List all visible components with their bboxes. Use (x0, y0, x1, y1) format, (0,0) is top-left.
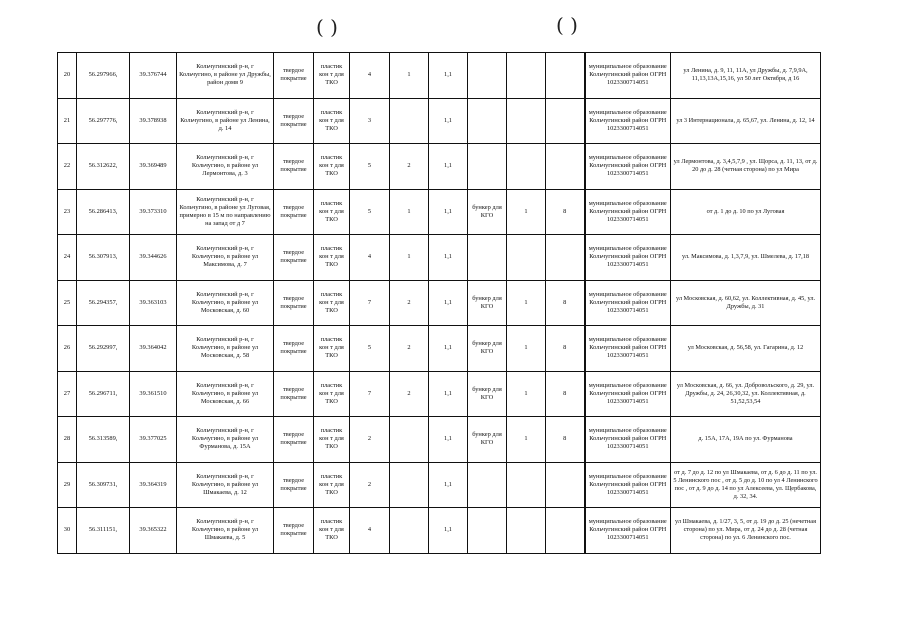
container-count-cell: 2 (350, 462, 390, 508)
container-type-cell: пластик кон т для ТКО (314, 53, 350, 99)
served-addresses-cell: ул Московская, д. 60,62, ул. Коллективная, д. 45, ул. Дружбы, д. 31 (671, 280, 821, 326)
table-row (58, 144, 821, 190)
bunker-type-cell (468, 98, 507, 144)
bunker-count-cell: 1 (507, 417, 546, 463)
extra-count-cell: 1 (390, 53, 429, 99)
longitude-cell: 39.361510 (130, 371, 177, 417)
volume-cell: 1,1 (429, 53, 468, 99)
served-addresses-cell: ул. Максимова, д. 1,3,7,9, ул. Шмелева, д. 17,18 (671, 235, 821, 281)
container-count-cell: 5 (350, 144, 390, 190)
row-number-cell: 30 (58, 508, 77, 554)
surface-cell: твердое покрытие (274, 189, 314, 235)
longitude-cell: 39.373310 (130, 189, 177, 235)
container-type-cell: пластик кон т для ТКО (314, 144, 350, 190)
row-number-cell: 20 (58, 53, 77, 99)
table-row (58, 98, 821, 144)
table-row (58, 417, 821, 463)
location-cell: Кольчугинский р-н, г Кольчугино, в районе ул Ленина, д. 14 (177, 98, 274, 144)
bunker-type-cell (468, 235, 507, 281)
location-cell: Кольчугинский р-н, г Кольчугино, в районе ул Лермонтова, д. 3 (177, 144, 274, 190)
page-mark-left: ( ) (316, 15, 338, 39)
row-number-cell: 29 (58, 462, 77, 508)
latitude-cell: 56.313589, (77, 417, 130, 463)
container-type-cell: пластик кон т для ТКО (314, 508, 350, 554)
bunker-type-cell: бункер для КГО (468, 371, 507, 417)
surface-cell: твердое покрытие (274, 508, 314, 554)
volume-cell: 1,1 (429, 98, 468, 144)
bunker-count-cell: 1 (507, 280, 546, 326)
container-count-cell: 5 (350, 326, 390, 372)
bunker-volume-cell: 8 (546, 326, 585, 372)
longitude-cell: 39.344626 (130, 235, 177, 281)
latitude-cell: 56.297776, (77, 98, 130, 144)
row-number-cell: 21 (58, 98, 77, 144)
location-cell: Кольчугинский р-н, г Кольчугино, в районе ул Дружбы, район домв 9 (177, 53, 274, 99)
owner-cell: муниципальное образование Кольчугинский район ОГРН 1023300714051 (585, 53, 671, 99)
table-row (58, 53, 821, 99)
volume-cell: 1,1 (429, 462, 468, 508)
table-row (58, 508, 821, 554)
extra-count-cell: 2 (390, 280, 429, 326)
location-cell: Кольчугинский р-н, г Кольчугино, в районе ул Фурманова, д. 15А (177, 417, 274, 463)
served-addresses-cell: ул Московская, д. 56,58, ул. Гагарина, д. 12 (671, 326, 821, 372)
owner-cell: муниципальное образование Кольчугинский район ОГРН 1023300714051 (585, 280, 671, 326)
bunker-volume-cell: 8 (546, 280, 585, 326)
location-cell: Кольчугинский р-н, г Кольчугино, в районе ул Максимова, д. 7 (177, 235, 274, 281)
served-addresses-cell: ул Московская, д. 66, ул. Добровольского, д. 29, ул. Дружбы, д. 24, 26,30,32, ул. Коллективная, д. 51,52,53,54 (671, 371, 821, 417)
latitude-cell: 56.292997, (77, 326, 130, 372)
container-type-cell: пластик кон т для ТКО (314, 280, 350, 326)
surface-cell: твердое покрытие (274, 326, 314, 372)
served-addresses-cell: от д. 7 до д. 12 по ул Шмакаева, от д. 6 до д. 11 по ул. 5 Ленинского пос , от д. 5 до д. 10 по ул 4 Ленинского пос , от д. 9 до д. 14 по ул Алексеева, ул. Щербакова, д. 32, 34. (671, 462, 821, 508)
bunker-volume-cell (546, 98, 585, 144)
bunker-type-cell (468, 462, 507, 508)
owner-cell: муниципальное образование Кольчугинский район ОГРН 1023300714051 (585, 189, 671, 235)
bunker-count-cell (507, 508, 546, 554)
surface-cell: твердое покрытие (274, 144, 314, 190)
container-type-cell: пластик кон т для ТКО (314, 98, 350, 144)
bunker-count-cell (507, 235, 546, 281)
bunker-volume-cell: 8 (546, 371, 585, 417)
bunker-volume-cell (546, 462, 585, 508)
location-cell: Кольчугинский р-н, г Кольчугино, в районе ул Шмакаева, д. 5 (177, 508, 274, 554)
owner-cell: муниципальное образование Кольчугинский район ОГРН 1023300714051 (585, 417, 671, 463)
bunker-count-cell (507, 98, 546, 144)
container-count-cell: 7 (350, 371, 390, 417)
volume-cell: 1,1 (429, 326, 468, 372)
longitude-cell: 39.376744 (130, 53, 177, 99)
location-cell: Кольчугинский р-н, г Кольчугино, в районе ул Луговая, примерно в 15 м по направлению на запад от д 7 (177, 189, 274, 235)
served-addresses-cell: ул Лермонтова, д. 3,4,5,7,9 , ул. Щорса, д. 11, 13, от д. 20 до д. 28 (четная сторона) по ул Мира (671, 144, 821, 190)
row-number-cell: 25 (58, 280, 77, 326)
container-type-cell: пластик кон т для ТКО (314, 417, 350, 463)
bunker-count-cell (507, 462, 546, 508)
latitude-cell: 56.294357, (77, 280, 130, 326)
surface-cell: твердое покрытие (274, 235, 314, 281)
extra-count-cell: 1 (390, 189, 429, 235)
container-count-cell: 4 (350, 53, 390, 99)
longitude-cell: 39.364319 (130, 462, 177, 508)
served-addresses-cell: ул Шмакаева, д. 1/27, 3, 5, от д. 19 до д. 25 (нечетная сторона) по ул. Мира, от д. 24 до д. 28 (четная сторона) по ул. 6 Ленинского пос. (671, 508, 821, 554)
latitude-cell: 56.309731, (77, 462, 130, 508)
location-cell: Кольчугинский р-н, г Кольчугино, в районе ул Шмакаева, д. 12 (177, 462, 274, 508)
longitude-cell: 39.363103 (130, 280, 177, 326)
bunker-volume-cell (546, 53, 585, 99)
surface-cell: твердое покрытие (274, 53, 314, 99)
bunker-count-cell (507, 53, 546, 99)
container-count-cell: 4 (350, 235, 390, 281)
extra-count-cell (390, 98, 429, 144)
extra-count-cell (390, 508, 429, 554)
longitude-cell: 39.378938 (130, 98, 177, 144)
row-number-cell: 23 (58, 189, 77, 235)
bunker-volume-cell: 8 (546, 189, 585, 235)
latitude-cell: 56.312622, (77, 144, 130, 190)
volume-cell: 1,1 (429, 417, 468, 463)
table-row (58, 462, 821, 508)
extra-count-cell (390, 462, 429, 508)
row-number-cell: 22 (58, 144, 77, 190)
bunker-type-cell (468, 144, 507, 190)
owner-cell: муниципальное образование Кольчугинский район ОГРН 1023300714051 (585, 326, 671, 372)
owner-cell: муниципальное образование Кольчугинский район ОГРН 1023300714051 (585, 371, 671, 417)
bunker-type-cell: бункер для КГО (468, 189, 507, 235)
served-addresses-cell: д. 15А, 17А, 19А по ул. Фурманова (671, 417, 821, 463)
owner-cell: муниципальное образование Кольчугинский район ОГРН 1023300714051 (585, 508, 671, 554)
surface-cell: твердое покрытие (274, 98, 314, 144)
bunker-volume-cell (546, 508, 585, 554)
volume-cell: 1,1 (429, 280, 468, 326)
latitude-cell: 56.296711, (77, 371, 130, 417)
volume-cell: 1,1 (429, 189, 468, 235)
bunker-volume-cell (546, 144, 585, 190)
table-row (58, 189, 821, 235)
served-addresses-cell: ул Ленина, д. 9, 11, 11А, ул Дружбы, д. 7,9,9А, 11,13,13А,15,16, ул 50 лет Октября, д 16 (671, 53, 821, 99)
bunker-type-cell: бункер для КГО (468, 417, 507, 463)
table-row (58, 371, 821, 417)
row-number-cell: 24 (58, 235, 77, 281)
container-type-cell: пластик кон т для ТКО (314, 235, 350, 281)
container-type-cell: пластик кон т для ТКО (314, 189, 350, 235)
bunker-type-cell: бункер для КГО (468, 326, 507, 372)
owner-cell: муниципальное образование Кольчугинский район ОГРН 1023300714051 (585, 462, 671, 508)
extra-count-cell: 1 (390, 235, 429, 281)
bunker-type-cell: бункер для КГО (468, 280, 507, 326)
latitude-cell: 56.297966, (77, 53, 130, 99)
location-cell: Кольчугинский р-н, г Кольчугино, в районе ул Московская, д. 60 (177, 280, 274, 326)
container-sites-table (57, 52, 821, 554)
longitude-cell: 39.377025 (130, 417, 177, 463)
surface-cell: твердое покрытие (274, 462, 314, 508)
extra-count-cell: 2 (390, 371, 429, 417)
page-mark-right: ( ) (556, 13, 578, 37)
latitude-cell: 56.307913, (77, 235, 130, 281)
container-count-cell: 7 (350, 280, 390, 326)
row-number-cell: 28 (58, 417, 77, 463)
owner-cell: муниципальное образование Кольчугинский район ОГРН 1023300714051 (585, 98, 671, 144)
table-row (58, 235, 821, 281)
volume-cell: 1,1 (429, 508, 468, 554)
longitude-cell: 39.364042 (130, 326, 177, 372)
bunker-count-cell (507, 144, 546, 190)
container-type-cell: пластик кон т для ТКО (314, 462, 350, 508)
container-count-cell: 2 (350, 417, 390, 463)
table-row (58, 280, 821, 326)
extra-count-cell (390, 417, 429, 463)
longitude-cell: 39.365322 (130, 508, 177, 554)
container-count-cell: 5 (350, 189, 390, 235)
bunker-volume-cell: 8 (546, 417, 585, 463)
volume-cell: 1,1 (429, 144, 468, 190)
container-count-cell: 4 (350, 508, 390, 554)
owner-cell: муниципальное образование Кольчугинский район ОГРН 1023300714051 (585, 144, 671, 190)
location-cell: Кольчугинский р-н, г Кольчугино, в районе ул Московская, д. 66 (177, 371, 274, 417)
volume-cell: 1,1 (429, 371, 468, 417)
location-cell: Кольчугинский р-н, г Кольчугино, в районе ул Московская, д. 58 (177, 326, 274, 372)
bunker-count-cell: 1 (507, 326, 546, 372)
bunker-count-cell: 1 (507, 189, 546, 235)
row-number-cell: 26 (58, 326, 77, 372)
surface-cell: твердое покрытие (274, 280, 314, 326)
row-number-cell: 27 (58, 371, 77, 417)
latitude-cell: 56.311151, (77, 508, 130, 554)
table-row (58, 326, 821, 372)
volume-cell: 1,1 (429, 235, 468, 281)
bunker-count-cell: 1 (507, 371, 546, 417)
container-type-cell: пластик кон т для ТКО (314, 371, 350, 417)
surface-cell: твердое покрытие (274, 417, 314, 463)
longitude-cell: 39.369489 (130, 144, 177, 190)
container-type-cell: пластик кон т для ТКО (314, 326, 350, 372)
served-addresses-cell: ул 3 Интернационала, д. 65,67, ул. Ленина, д. 12, 14 (671, 98, 821, 144)
extra-count-cell: 2 (390, 144, 429, 190)
latitude-cell: 56.286413, (77, 189, 130, 235)
container-count-cell: 3 (350, 98, 390, 144)
surface-cell: твердое покрытие (274, 371, 314, 417)
bunker-type-cell (468, 53, 507, 99)
served-addresses-cell: от д. 1 до д. 10 по ул Луговая (671, 189, 821, 235)
extra-count-cell: 2 (390, 326, 429, 372)
bunker-volume-cell (546, 235, 585, 281)
owner-cell: муниципальное образование Кольчугинский район ОГРН 1023300714051 (585, 235, 671, 281)
bunker-type-cell (468, 508, 507, 554)
